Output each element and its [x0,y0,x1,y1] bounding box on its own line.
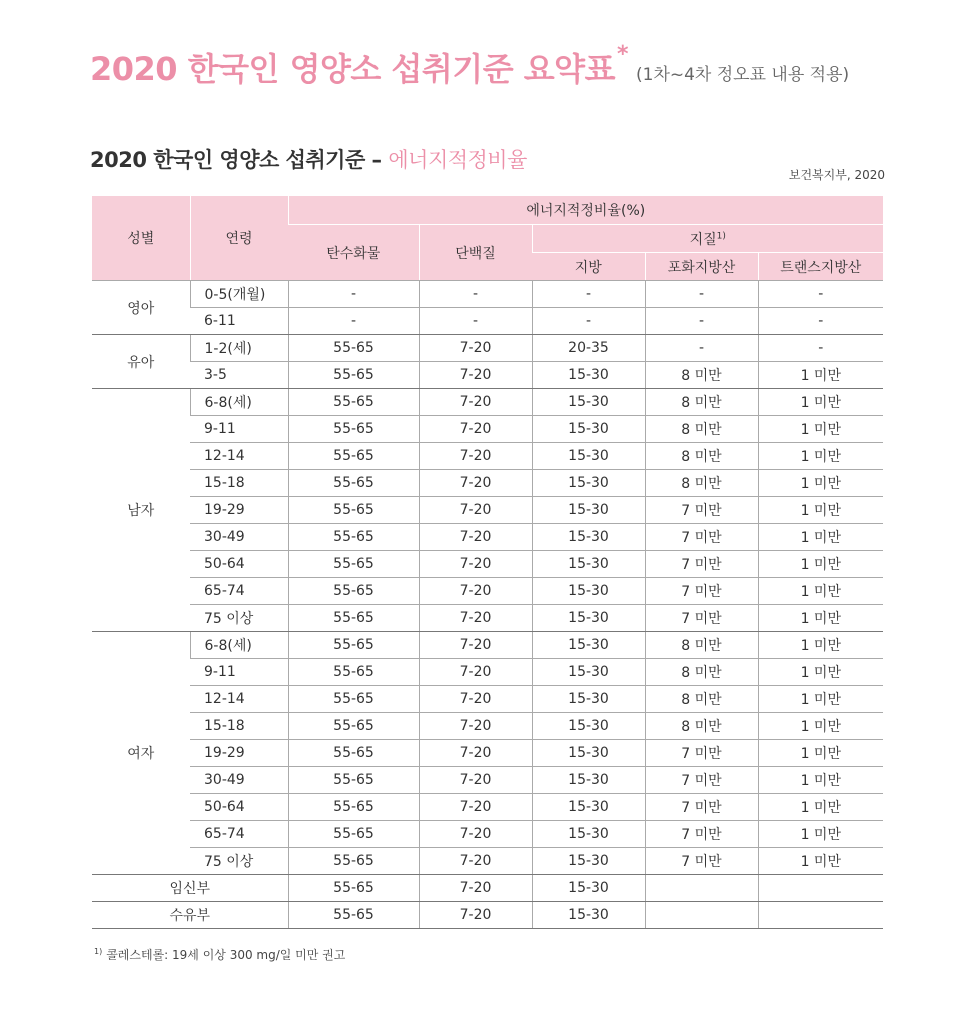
protein-cell: 7-20 [419,605,532,632]
trans-fat-cell: 1 미만 [758,713,883,740]
saturated-fat-cell: 8 미만 [645,362,758,389]
table-row [92,821,883,848]
header-trans-fat: 트랜스지방산 [758,253,883,281]
carbohydrate-cell: 55-65 [288,713,419,740]
trans-fat-cell [758,902,883,929]
carbohydrate-cell: 55-65 [288,821,419,848]
fat-cell: 15-30 [532,551,645,578]
header-energy-ratio: 에너지적정비율(%) [288,196,883,225]
protein-cell: 7-20 [419,362,532,389]
table-row [92,389,883,416]
age-cell: 19-29 [190,740,288,767]
protein-cell: 7-20 [419,740,532,767]
age-cell: 12-14 [190,686,288,713]
fat-cell: 15-30 [532,389,645,416]
protein-cell: 7-20 [419,875,532,902]
age-cell: 1-2(세) [190,335,288,362]
fat-cell: 15-30 [532,497,645,524]
fat-cell: 15-30 [532,713,645,740]
protein-cell: 7-20 [419,335,532,362]
header-protein: 단백질 [419,225,532,281]
footnote-mark: 1) [94,947,103,956]
protein-cell: 7-20 [419,767,532,794]
trans-fat-cell: 1 미만 [758,605,883,632]
table-row [92,524,883,551]
fat-cell: 15-30 [532,794,645,821]
protein-cell: 7-20 [419,416,532,443]
saturated-fat-cell: 7 미만 [645,740,758,767]
fat-cell: 15-30 [532,578,645,605]
trans-fat-cell: - [758,281,883,308]
header-fat: 지방 [532,253,645,281]
table-row [92,767,883,794]
table-row [92,848,883,875]
saturated-fat-cell: - [645,308,758,335]
fat-cell: 15-30 [532,848,645,875]
fat-cell: 15-30 [532,416,645,443]
saturated-fat-cell: 8 미만 [645,470,758,497]
protein-cell: 7-20 [419,794,532,821]
fat-cell: - [532,308,645,335]
special-group-label: 임신부 [92,875,288,902]
header-saturated-fat: 포화지방산 [645,253,758,281]
fat-cell: 15-30 [532,443,645,470]
age-cell: 3-5 [190,362,288,389]
trans-fat-cell: 1 미만 [758,497,883,524]
carbohydrate-cell: 55-65 [288,524,419,551]
saturated-fat-cell: 7 미만 [645,578,758,605]
table-row [92,794,883,821]
energy-ratio-table [92,196,883,929]
carbohydrate-cell: 55-65 [288,875,419,902]
trans-fat-cell: 1 미만 [758,524,883,551]
header-sex: 성별 [92,196,190,281]
protein-cell: 7-20 [419,389,532,416]
carbohydrate-cell: - [288,308,419,335]
fat-cell: 15-30 [532,632,645,659]
footnote-ref: 1) [716,230,726,241]
fat-cell: 15-30 [532,875,645,902]
protein-cell: - [419,281,532,308]
group-label: 남자 [92,389,190,632]
saturated-fat-cell: 8 미만 [645,632,758,659]
carbohydrate-cell: 55-65 [288,767,419,794]
carbohydrate-cell: 55-65 [288,794,419,821]
table-row [92,713,883,740]
footnote [94,946,345,963]
carbohydrate-cell: 55-65 [288,470,419,497]
carbohydrate-cell: 55-65 [288,686,419,713]
fat-cell: 15-30 [532,767,645,794]
saturated-fat-cell: - [645,281,758,308]
age-cell: 15-18 [190,470,288,497]
table-row [92,470,883,497]
section-title [90,144,527,174]
table-row [92,362,883,389]
trans-fat-cell: 1 미만 [758,848,883,875]
group-label: 여자 [92,632,190,875]
section-title-accent: 에너지적정비율 [388,148,527,172]
protein-cell: 7-20 [419,902,532,929]
carbohydrate-cell: 55-65 [288,335,419,362]
table-row [92,659,883,686]
table-row [92,443,883,470]
header-lipid-label: 지질 [689,231,717,248]
saturated-fat-cell: 8 미만 [645,659,758,686]
fat-cell: 15-30 [532,362,645,389]
fat-cell: 15-30 [532,605,645,632]
saturated-fat-cell: 7 미만 [645,821,758,848]
saturated-fat-cell [645,875,758,902]
trans-fat-cell: 1 미만 [758,767,883,794]
saturated-fat-cell: 7 미만 [645,524,758,551]
table-row [92,875,883,902]
table-row [92,902,883,929]
table-row [92,578,883,605]
protein-cell: 7-20 [419,470,532,497]
saturated-fat-cell: 7 미만 [645,794,758,821]
carbohydrate-cell: 55-65 [288,632,419,659]
saturated-fat-cell: 7 미만 [645,605,758,632]
trans-fat-cell: 1 미만 [758,362,883,389]
protein-cell: 7-20 [419,659,532,686]
saturated-fat-cell: 8 미만 [645,686,758,713]
table-row [92,632,883,659]
age-cell: 30-49 [190,524,288,551]
age-cell: 6-8(세) [190,632,288,659]
trans-fat-cell: - [758,308,883,335]
fat-cell: 15-30 [532,686,645,713]
asterisk-mark: * [616,42,628,67]
trans-fat-cell: 1 미만 [758,389,883,416]
age-cell: 65-74 [190,578,288,605]
age-cell: 15-18 [190,713,288,740]
age-cell: 12-14 [190,443,288,470]
group-label: 유아 [92,335,190,389]
saturated-fat-cell: 7 미만 [645,767,758,794]
trans-fat-cell [758,875,883,902]
fat-cell: - [532,281,645,308]
age-cell: 6-11 [190,308,288,335]
table-row [92,416,883,443]
carbohydrate-cell: 55-65 [288,551,419,578]
carbohydrate-cell: 55-65 [288,605,419,632]
protein-cell: 7-20 [419,497,532,524]
trans-fat-cell: 1 미만 [758,578,883,605]
saturated-fat-cell: 8 미만 [645,443,758,470]
fat-cell: 20-35 [532,335,645,362]
carbohydrate-cell: 55-65 [288,362,419,389]
carbohydrate-cell: 55-65 [288,740,419,767]
protein-cell: 7-20 [419,821,532,848]
age-cell: 30-49 [190,767,288,794]
table-row [92,740,883,767]
age-cell: 50-64 [190,794,288,821]
fat-cell: 15-30 [532,524,645,551]
trans-fat-cell: 1 미만 [758,659,883,686]
carbohydrate-cell: 55-65 [288,497,419,524]
carbohydrate-cell: - [288,281,419,308]
carbohydrate-cell: 55-65 [288,389,419,416]
carbohydrate-cell: 55-65 [288,578,419,605]
saturated-fat-cell: 8 미만 [645,713,758,740]
age-cell: 19-29 [190,497,288,524]
special-group-label: 수유부 [92,902,288,929]
header-carbohydrate: 탄수화물 [288,225,419,281]
protein-cell: 7-20 [419,443,532,470]
fat-cell: 15-30 [532,740,645,767]
main-title [90,44,849,90]
age-cell: 6-8(세) [190,389,288,416]
saturated-fat-cell [645,902,758,929]
carbohydrate-cell: 55-65 [288,416,419,443]
protein-cell: 7-20 [419,524,532,551]
fat-cell: 15-30 [532,902,645,929]
trans-fat-cell: 1 미만 [758,416,883,443]
table-row [92,497,883,524]
table-body [92,281,883,929]
age-cell: 65-74 [190,821,288,848]
trans-fat-cell: 1 미만 [758,551,883,578]
protein-cell: 7-20 [419,578,532,605]
age-cell: 0-5(개월) [190,281,288,308]
table-row [92,308,883,335]
trans-fat-cell: 1 미만 [758,821,883,848]
protein-cell: 7-20 [419,632,532,659]
main-title-note: (1차~4차 정오표 내용 적용) [636,65,850,85]
saturated-fat-cell: 7 미만 [645,551,758,578]
table-row [92,335,883,362]
fat-cell: 15-30 [532,821,645,848]
age-cell: 75 이상 [190,605,288,632]
table-row [92,281,883,308]
group-label: 영아 [92,281,190,335]
age-cell: 75 이상 [190,848,288,875]
carbohydrate-cell: 55-65 [288,848,419,875]
saturated-fat-cell: 8 미만 [645,416,758,443]
trans-fat-cell: 1 미만 [758,794,883,821]
trans-fat-cell: - [758,335,883,362]
saturated-fat-cell: 8 미만 [645,389,758,416]
trans-fat-cell: 1 미만 [758,740,883,767]
protein-cell: - [419,308,532,335]
saturated-fat-cell: 7 미만 [645,497,758,524]
carbohydrate-cell: 55-65 [288,659,419,686]
table-row [92,686,883,713]
saturated-fat-cell: - [645,335,758,362]
age-cell: 9-11 [190,659,288,686]
saturated-fat-cell: 7 미만 [645,848,758,875]
trans-fat-cell: 1 미만 [758,686,883,713]
protein-cell: 7-20 [419,551,532,578]
table-row [92,551,883,578]
fat-cell: 15-30 [532,659,645,686]
age-cell: 9-11 [190,416,288,443]
source-label: 보건복지부, 2020 [788,168,885,182]
trans-fat-cell: 1 미만 [758,470,883,497]
trans-fat-cell: 1 미만 [758,632,883,659]
protein-cell: 7-20 [419,713,532,740]
protein-cell: 7-20 [419,848,532,875]
carbohydrate-cell: 55-65 [288,902,419,929]
header-age: 연령 [190,196,288,281]
header-lipid [532,225,883,253]
fat-cell: 15-30 [532,470,645,497]
section-title-text: 2020 한국인 영양소 섭취기준 – [90,148,382,172]
table-row [92,605,883,632]
carbohydrate-cell: 55-65 [288,443,419,470]
footnote-text: 콜레스테롤: 19세 이상 300 mg/일 미만 권고 [106,948,346,962]
age-cell: 50-64 [190,551,288,578]
protein-cell: 7-20 [419,686,532,713]
trans-fat-cell: 1 미만 [758,443,883,470]
main-title-text: 2020 한국인 영양소 섭취기준 요약표 [90,50,615,88]
